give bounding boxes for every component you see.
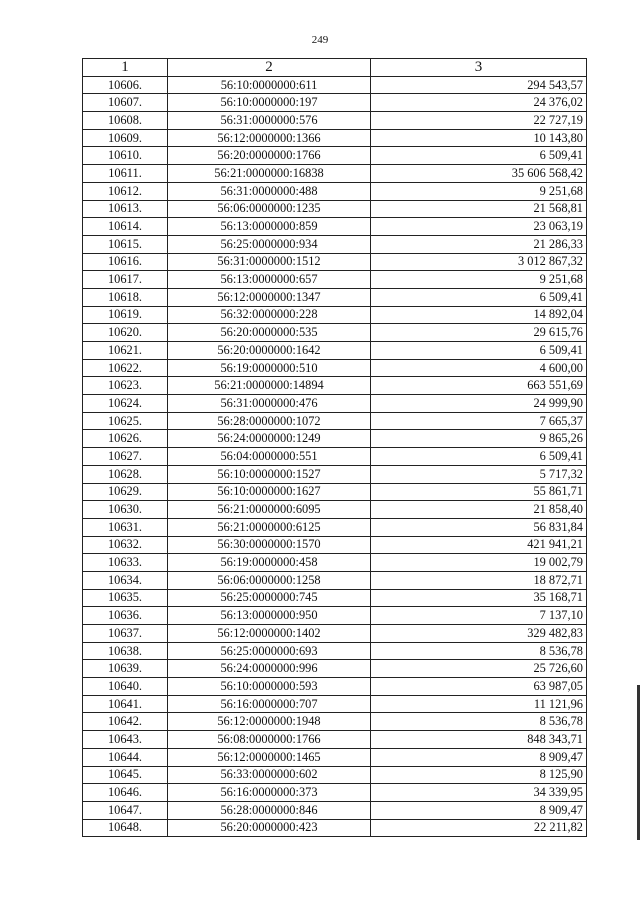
table-row <box>83 660 587 678</box>
row-number-cell: 10608. <box>83 112 168 130</box>
row-number-cell: 10639. <box>83 660 168 678</box>
value-cell: 7 665,37 <box>371 412 587 430</box>
row-number-cell: 10632. <box>83 536 168 554</box>
value-cell: 63 987,05 <box>371 678 587 696</box>
table-row <box>83 94 587 112</box>
cadastral-number-cell: 56:20:0000000:1642 <box>168 342 371 360</box>
table-row <box>83 112 587 130</box>
cadastral-number-cell: 56:13:0000000:657 <box>168 271 371 289</box>
cadastral-number-cell: 56:21:0000000:16838 <box>168 165 371 183</box>
row-number-cell: 10647. <box>83 801 168 819</box>
row-number-cell: 10638. <box>83 642 168 660</box>
table-row <box>83 218 587 236</box>
table-row <box>83 271 587 289</box>
cadastral-number-cell: 56:25:0000000:934 <box>168 235 371 253</box>
table-row <box>83 324 587 342</box>
cadastral-number-cell: 56:13:0000000:859 <box>168 218 371 236</box>
value-cell: 6 509,41 <box>371 288 587 306</box>
row-number-cell: 10625. <box>83 412 168 430</box>
value-cell: 8 125,90 <box>371 766 587 784</box>
row-number-cell: 10626. <box>83 430 168 448</box>
value-cell: 29 615,76 <box>371 324 587 342</box>
row-number-cell: 10636. <box>83 607 168 625</box>
cadastral-number-cell: 56:20:0000000:1766 <box>168 147 371 165</box>
row-number-cell: 10624. <box>83 395 168 413</box>
row-number-cell: 10610. <box>83 147 168 165</box>
table-row <box>83 713 587 731</box>
value-cell: 11 121,96 <box>371 695 587 713</box>
table-row <box>83 607 587 625</box>
value-cell: 8 909,47 <box>371 748 587 766</box>
row-number-cell: 10628. <box>83 465 168 483</box>
row-number-cell: 10645. <box>83 766 168 784</box>
cadastral-number-cell: 56:12:0000000:1366 <box>168 129 371 147</box>
value-cell: 329 482,83 <box>371 625 587 643</box>
column-header-1: 1 <box>83 59 168 77</box>
table-row <box>83 731 587 749</box>
row-number-cell: 10623. <box>83 377 168 395</box>
table-row <box>83 784 587 802</box>
cadastral-number-cell: 56:31:0000000:576 <box>168 112 371 130</box>
table-row <box>83 554 587 572</box>
value-cell: 9 865,26 <box>371 430 587 448</box>
row-number-cell: 10631. <box>83 518 168 536</box>
row-number-cell: 10630. <box>83 501 168 519</box>
column-header-2: 2 <box>168 59 371 77</box>
cadastral-number-cell: 56:19:0000000:510 <box>168 359 371 377</box>
cadastral-number-cell: 56:10:0000000:1527 <box>168 465 371 483</box>
row-number-cell: 10615. <box>83 235 168 253</box>
value-cell: 8 909,47 <box>371 801 587 819</box>
value-cell: 21 858,40 <box>371 501 587 519</box>
cadastral-number-cell: 56:31:0000000:488 <box>168 182 371 200</box>
table-row <box>83 359 587 377</box>
page-number: 249 <box>311 34 329 46</box>
table-row <box>83 448 587 466</box>
cadastral-number-cell: 56:25:0000000:693 <box>168 642 371 660</box>
row-number-cell: 10641. <box>83 695 168 713</box>
value-cell: 9 251,68 <box>371 271 587 289</box>
table-row <box>83 625 587 643</box>
value-cell: 3 012 867,32 <box>371 253 587 271</box>
value-cell: 22 211,82 <box>371 819 587 837</box>
cadastral-number-cell: 56:10:0000000:593 <box>168 678 371 696</box>
row-number-cell: 10648. <box>83 819 168 837</box>
row-number-cell: 10621. <box>83 342 168 360</box>
table-row <box>83 288 587 306</box>
row-number-cell: 10627. <box>83 448 168 466</box>
cadastral-number-cell: 56:20:0000000:423 <box>168 819 371 837</box>
cadastral-number-cell: 56:31:0000000:1512 <box>168 253 371 271</box>
cadastral-number-cell: 56:33:0000000:602 <box>168 766 371 784</box>
cadastral-number-cell: 56:13:0000000:950 <box>168 607 371 625</box>
table-row <box>83 589 587 607</box>
cadastral-number-cell: 56:20:0000000:535 <box>168 324 371 342</box>
table-row <box>83 235 587 253</box>
data-table <box>82 58 587 837</box>
row-number-cell: 10619. <box>83 306 168 324</box>
table-row <box>83 129 587 147</box>
value-cell: 24 376,02 <box>371 94 587 112</box>
table-row <box>83 819 587 837</box>
row-number-cell: 10643. <box>83 731 168 749</box>
row-number-cell: 10633. <box>83 554 168 572</box>
value-cell: 25 726,60 <box>371 660 587 678</box>
value-cell: 24 999,90 <box>371 395 587 413</box>
cadastral-number-cell: 56:30:0000000:1570 <box>168 536 371 554</box>
cadastral-number-cell: 56:10:0000000:1627 <box>168 483 371 501</box>
value-cell: 55 861,71 <box>371 483 587 501</box>
row-number-cell: 10614. <box>83 218 168 236</box>
value-cell: 22 727,19 <box>371 112 587 130</box>
cadastral-number-cell: 56:06:0000000:1235 <box>168 200 371 218</box>
row-number-cell: 10617. <box>83 271 168 289</box>
value-cell: 35 606 568,42 <box>371 165 587 183</box>
table-row <box>83 678 587 696</box>
table-row <box>83 766 587 784</box>
cadastral-number-cell: 56:16:0000000:707 <box>168 695 371 713</box>
value-cell: 34 339,95 <box>371 784 587 802</box>
value-cell: 18 872,71 <box>371 571 587 589</box>
cadastral-number-cell: 56:12:0000000:1465 <box>168 748 371 766</box>
value-cell: 14 892,04 <box>371 306 587 324</box>
value-cell: 21 568,81 <box>371 200 587 218</box>
table-row <box>83 465 587 483</box>
cadastral-number-cell: 56:31:0000000:476 <box>168 395 371 413</box>
row-number-cell: 10620. <box>83 324 168 342</box>
row-number-cell: 10644. <box>83 748 168 766</box>
row-number-cell: 10640. <box>83 678 168 696</box>
table-row <box>83 642 587 660</box>
row-number-cell: 10635. <box>83 589 168 607</box>
row-number-cell: 10611. <box>83 165 168 183</box>
table-row <box>83 76 587 94</box>
table-row <box>83 253 587 271</box>
table-row <box>83 306 587 324</box>
table-row <box>83 182 587 200</box>
value-cell: 6 509,41 <box>371 342 587 360</box>
table-row <box>83 147 587 165</box>
table-row <box>83 200 587 218</box>
value-cell: 5 717,32 <box>371 465 587 483</box>
row-number-cell: 10642. <box>83 713 168 731</box>
value-cell: 19 002,79 <box>371 554 587 572</box>
row-number-cell: 10629. <box>83 483 168 501</box>
value-cell: 8 536,78 <box>371 642 587 660</box>
table-row <box>83 342 587 360</box>
row-number-cell: 10613. <box>83 200 168 218</box>
cadastral-number-cell: 56:10:0000000:611 <box>168 76 371 94</box>
table-row <box>83 430 587 448</box>
row-number-cell: 10607. <box>83 94 168 112</box>
value-cell: 21 286,33 <box>371 235 587 253</box>
value-cell: 663 551,69 <box>371 377 587 395</box>
value-cell: 294 543,57 <box>371 76 587 94</box>
cadastral-number-cell: 56:28:0000000:846 <box>168 801 371 819</box>
table-row <box>83 377 587 395</box>
value-cell: 9 251,68 <box>371 182 587 200</box>
value-cell: 56 831,84 <box>371 518 587 536</box>
cadastral-number-cell: 56:10:0000000:197 <box>168 94 371 112</box>
cadastral-number-cell: 56:32:0000000:228 <box>168 306 371 324</box>
cadastral-number-cell: 56:12:0000000:1948 <box>168 713 371 731</box>
cadastral-number-cell: 56:08:0000000:1766 <box>168 731 371 749</box>
row-number-cell: 10612. <box>83 182 168 200</box>
table-row <box>83 165 587 183</box>
cadastral-number-cell: 56:25:0000000:745 <box>168 589 371 607</box>
row-number-cell: 10618. <box>83 288 168 306</box>
table-row <box>83 518 587 536</box>
value-cell: 35 168,71 <box>371 589 587 607</box>
value-cell: 848 343,71 <box>371 731 587 749</box>
table-row <box>83 483 587 501</box>
cadastral-number-cell: 56:24:0000000:996 <box>168 660 371 678</box>
table-row <box>83 412 587 430</box>
row-number-cell: 10616. <box>83 253 168 271</box>
table-body <box>83 76 587 837</box>
row-number-cell: 10634. <box>83 571 168 589</box>
table-row <box>83 501 587 519</box>
cadastral-number-cell: 56:16:0000000:373 <box>168 784 371 802</box>
value-cell: 6 509,41 <box>371 448 587 466</box>
cadastral-number-cell: 56:24:0000000:1249 <box>168 430 371 448</box>
table-row <box>83 801 587 819</box>
table-row <box>83 536 587 554</box>
row-number-cell: 10637. <box>83 625 168 643</box>
cadastral-number-cell: 56:21:0000000:6095 <box>168 501 371 519</box>
row-number-cell: 10609. <box>83 129 168 147</box>
row-number-cell: 10622. <box>83 359 168 377</box>
cadastral-number-cell: 56:12:0000000:1347 <box>168 288 371 306</box>
value-cell: 6 509,41 <box>371 147 587 165</box>
cadastral-number-cell: 56:28:0000000:1072 <box>168 412 371 430</box>
value-cell: 8 536,78 <box>371 713 587 731</box>
cadastral-number-cell: 56:04:0000000:551 <box>168 448 371 466</box>
table-row <box>83 395 587 413</box>
cadastral-number-cell: 56:06:0000000:1258 <box>168 571 371 589</box>
value-cell: 421 941,21 <box>371 536 587 554</box>
table-row <box>83 571 587 589</box>
column-header-3: 3 <box>371 59 587 77</box>
cadastral-number-cell: 56:12:0000000:1402 <box>168 625 371 643</box>
table-header-row <box>83 59 587 77</box>
row-number-cell: 10606. <box>83 76 168 94</box>
row-number-cell: 10646. <box>83 784 168 802</box>
value-cell: 7 137,10 <box>371 607 587 625</box>
table-row <box>83 695 587 713</box>
table-row <box>83 748 587 766</box>
value-cell: 4 600,00 <box>371 359 587 377</box>
value-cell: 23 063,19 <box>371 218 587 236</box>
value-cell: 10 143,80 <box>371 129 587 147</box>
cadastral-number-cell: 56:21:0000000:14894 <box>168 377 371 395</box>
cadastral-number-cell: 56:19:0000000:458 <box>168 554 371 572</box>
cadastral-number-cell: 56:21:0000000:6125 <box>168 518 371 536</box>
